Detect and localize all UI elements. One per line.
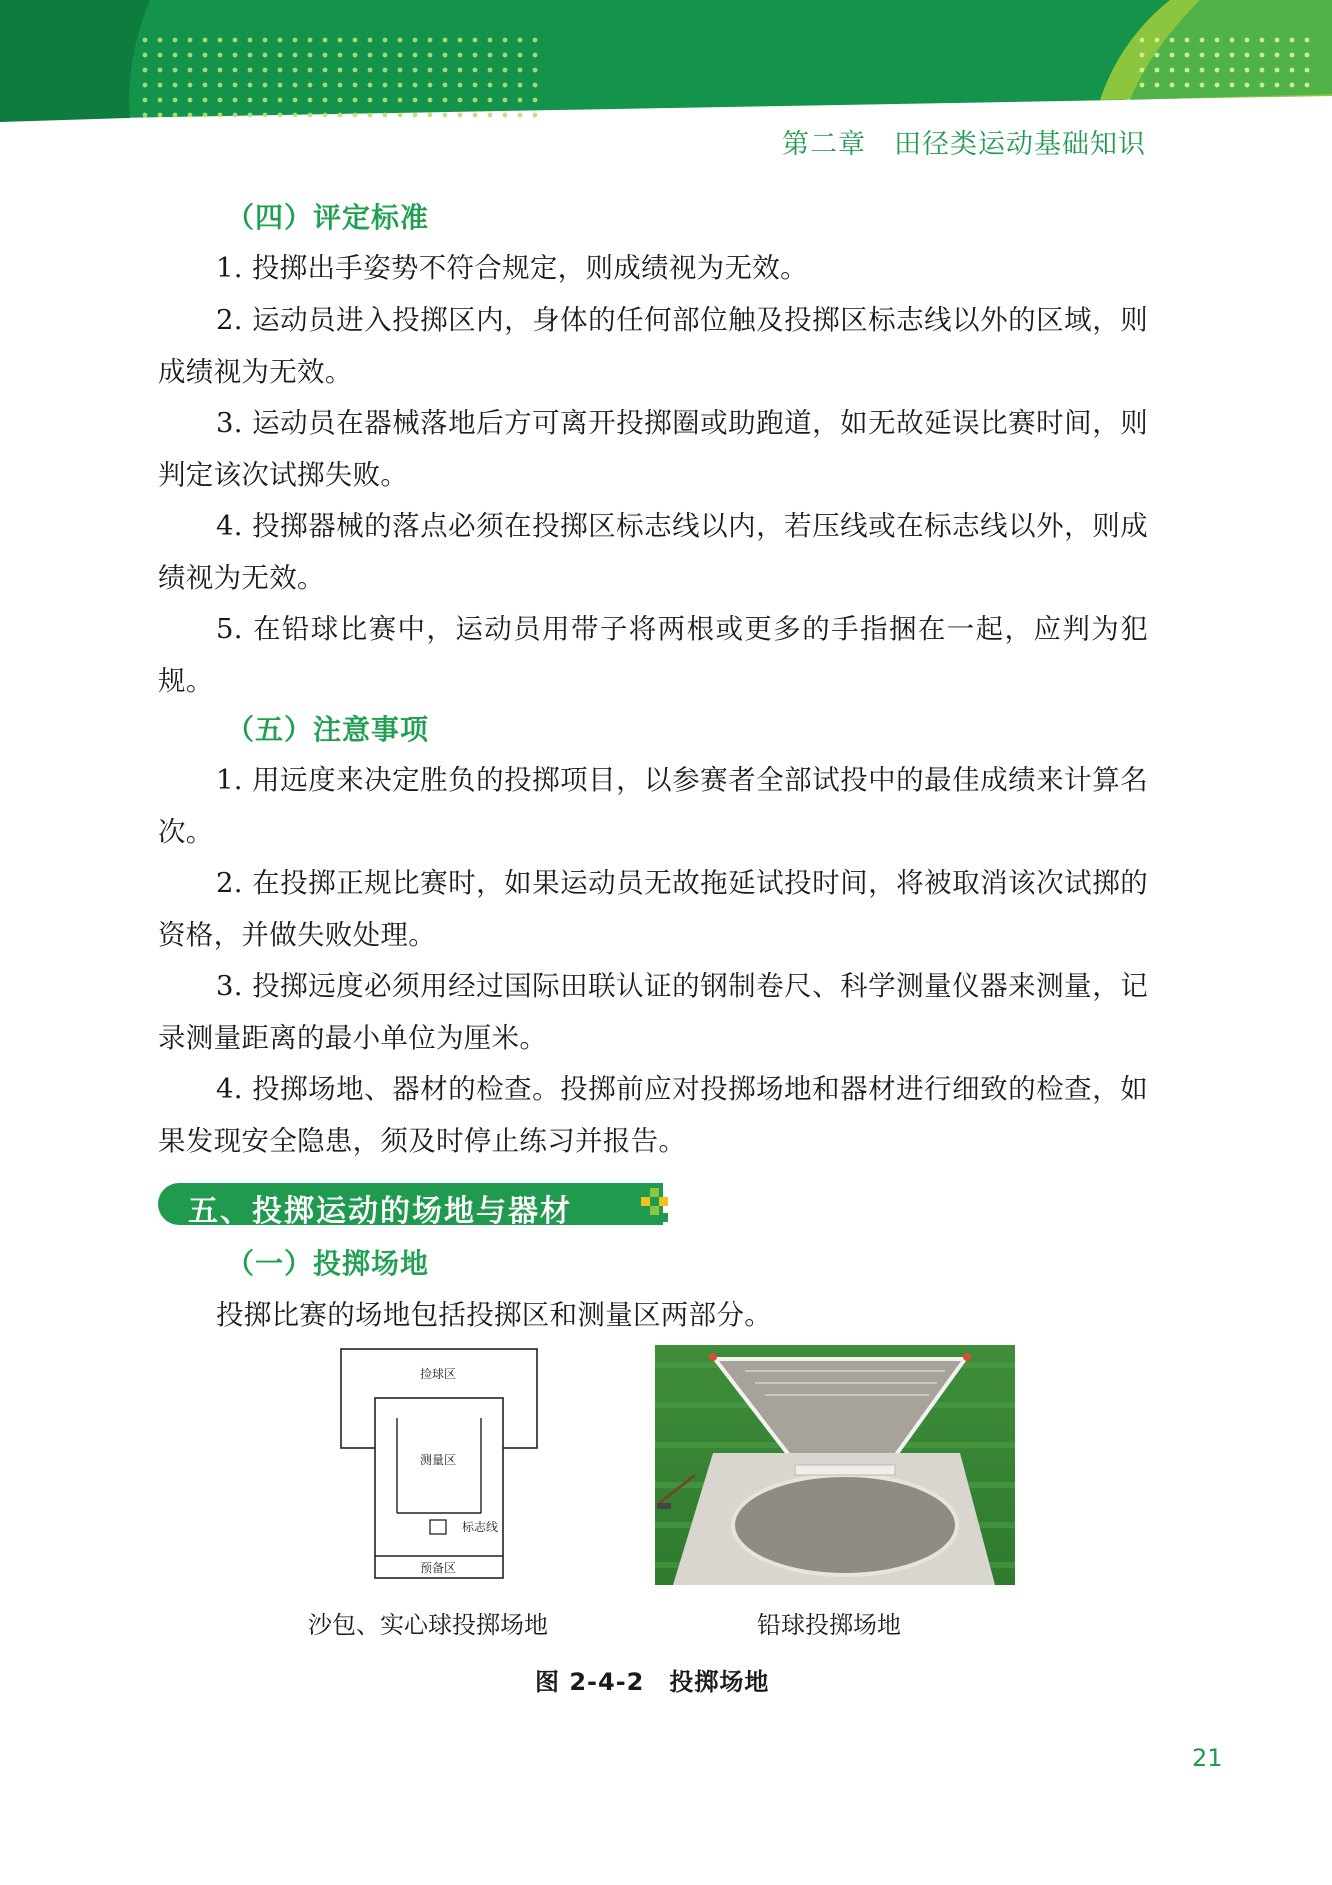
- figure-caption: 图 2-4-2 投掷场地: [535, 1668, 770, 1696]
- label-catch-area: 捡球区: [419, 1367, 457, 1381]
- criteria-item-1: 1. 投掷出手姿势不符合规定，则成绩视为无效。: [216, 252, 808, 284]
- criteria-item-4: 4. 投掷器械的落点必须在投掷区标志线以内，若压线或在标志线以外，则成绩视为无效。: [158, 510, 1148, 594]
- precaution-item-1: 1. 用远度来决定胜负的投掷项目，以参赛者全部试投中的最佳成绩来计算名次。: [158, 764, 1148, 848]
- precaution-item-2: 2. 在投掷正规比赛时，如果运动员无故拖延试投时间，将被取消该次试掷的资格，并做失败处理。: [158, 867, 1148, 951]
- precaution-item-4: 4. 投掷场地、器材的检查。投掷前应对投掷场地和器材进行细致的检查，如果发现安全隐患，须及时停止练习并报告。: [158, 1073, 1148, 1157]
- heading-evaluation-criteria: （四）评定标准: [226, 201, 430, 234]
- label-measure-area: 测量区: [419, 1453, 457, 1467]
- criteria-item-2: 2. 运动员进入投掷区内，身体的任何部位触及投掷区标志线以外的区域，则成绩视为无效。: [158, 304, 1148, 388]
- header-banner: [0, 0, 1332, 135]
- precaution-item-3: 3. 投掷远度必须用经过国际田联认证的钢制卷尺、科学测量仪器来测量，记录测量距离的最小单位为厘米。: [158, 970, 1148, 1054]
- section-heading-bar: [158, 1183, 663, 1229]
- section-heading: 五、投掷运动的场地与器材: [188, 1194, 572, 1229]
- field-intro: 投掷比赛的场地包括投掷区和测量区两部分。: [216, 1299, 772, 1331]
- caption-right: 铅球投掷场地: [757, 1611, 901, 1639]
- heading-precautions: （五）注意事项: [226, 713, 430, 746]
- criteria-item-5: 5. 在铅球比赛中，运动员用带子将两根或更多的手指捆在一起，应判为犯规。: [158, 613, 1148, 697]
- label-mark-line: 标志线: [461, 1520, 499, 1534]
- field-diagram: [340, 1348, 540, 1580]
- chapter-title: 第二章 田径类运动基础知识: [782, 129, 1146, 160]
- checker-decoration: [638, 1188, 668, 1222]
- page-number: 21: [1192, 1744, 1223, 1772]
- shot-put-field-photo: [655, 1345, 1015, 1585]
- label-prep-area: 预备区: [419, 1561, 457, 1575]
- caption-left: 沙包、实心球投掷场地: [308, 1611, 548, 1639]
- criteria-item-3: 3. 运动员在器械落地后方可离开投掷圈或助跑道，如无故延误比赛时间，则判定该次试掷失败。: [158, 407, 1148, 491]
- heading-throwing-field: （一）投掷场地: [226, 1247, 430, 1280]
